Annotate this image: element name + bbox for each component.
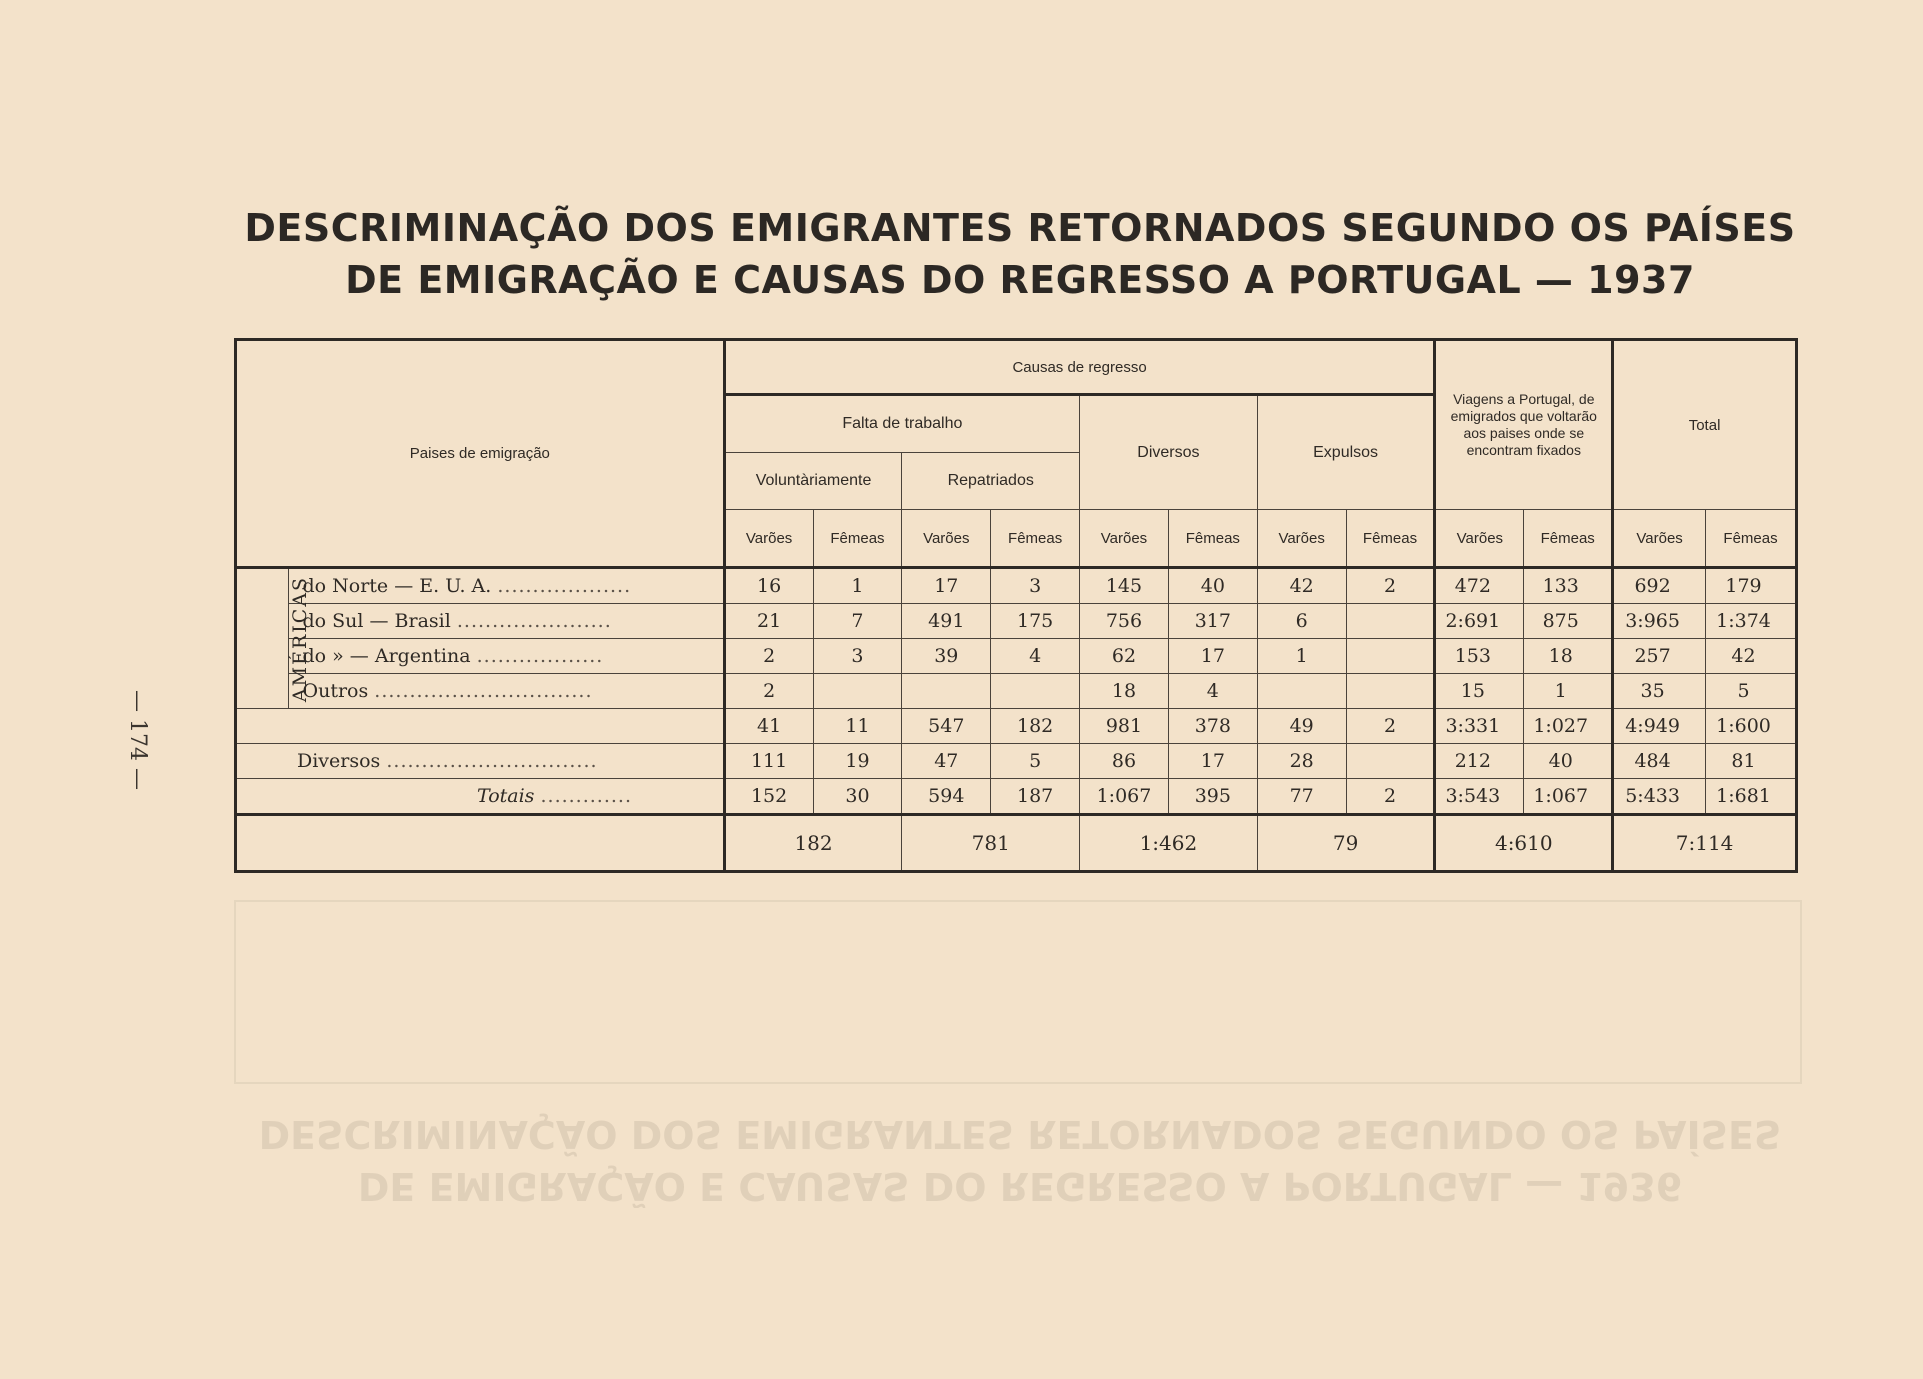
table-cell: 395 <box>1168 779 1257 815</box>
table-cell: 317 <box>1168 604 1257 639</box>
header-causas: Causas de regresso <box>724 340 1435 395</box>
table-cell: 547 <box>902 709 991 744</box>
header-expulsos: Expulsos <box>1257 395 1435 510</box>
table-cell: 2 <box>1346 568 1435 604</box>
table-cell: 3 <box>991 568 1080 604</box>
ghost-line-2: DESCRIMINAÇÃO DOS EMIGRANTES RETORNADOS SEGUNDO OS PAÍSES <box>258 1112 1782 1156</box>
table-cell: 7 <box>813 604 902 639</box>
table-cell: 81 <box>1706 744 1797 779</box>
header-femeas: Fêmeas <box>1524 510 1613 568</box>
table-cell: 18 <box>1080 674 1169 709</box>
table-row <box>236 568 1797 604</box>
table-cell: 3:543 <box>1435 779 1524 815</box>
table-cell: 49 <box>1257 709 1346 744</box>
table-cell: 1:681 <box>1706 779 1797 815</box>
table-row <box>236 604 1797 639</box>
header-voluntariamente: Voluntàriamente <box>724 453 902 510</box>
table-cell: 77 <box>1257 779 1346 815</box>
table-cell: 15 <box>1435 674 1524 709</box>
table-cell: 1 <box>1257 639 1346 674</box>
header-paises: Paises de emigração <box>236 340 725 568</box>
table-cell: 17 <box>1168 639 1257 674</box>
table-cell: 145 <box>1080 568 1169 604</box>
header-varoes: Varões <box>1080 510 1169 568</box>
header-femeas: Fêmeas <box>813 510 902 568</box>
table-cell: 378 <box>1168 709 1257 744</box>
table-cell: 187 <box>991 779 1080 815</box>
table-cell: 2 <box>724 674 813 709</box>
table-cell: 1:600 <box>1706 709 1797 744</box>
table-cell: 981 <box>1080 709 1169 744</box>
header-femeas: Fêmeas <box>1168 510 1257 568</box>
table-cell: 3:331 <box>1435 709 1524 744</box>
table-cell: 133 <box>1524 568 1613 604</box>
ghost-line-1: DE EMIGRAÇÃO E CAUSAS DO REGRESSO A PORTUGAL — 1936 <box>357 1164 1683 1208</box>
table-cell: 5:433 <box>1613 779 1706 815</box>
table-cell: 19 <box>813 744 902 779</box>
table-cell: 35 <box>1613 674 1706 709</box>
table-cell: 2 <box>1346 779 1435 815</box>
table-cell: 62 <box>1080 639 1169 674</box>
table-cell: 41 <box>724 709 813 744</box>
table-cell: 2 <box>724 639 813 674</box>
table-cell: 17 <box>1168 744 1257 779</box>
table-cell: 39 <box>902 639 991 674</box>
table-cell: 86 <box>1080 744 1169 779</box>
grand-total-cell: 1:462 <box>1080 815 1258 872</box>
bleed-through-text <box>230 1108 1810 1212</box>
table-cell: 111 <box>724 744 813 779</box>
header-varoes: Varões <box>1435 510 1524 568</box>
table-cell: 692 <box>1613 568 1706 604</box>
table-cell: 472 <box>1435 568 1524 604</box>
totais-row <box>236 779 1797 815</box>
group-label-americas: AMÉRICAS <box>236 568 289 709</box>
row-label: do » — Argentina .................. <box>288 639 724 674</box>
table-cell: 42 <box>1706 639 1797 674</box>
header-viagens: Viagens a Portugal, de emigrados que voltarão aos paises onde se encontram fixados <box>1435 340 1613 510</box>
table-cell: 2:691 <box>1435 604 1524 639</box>
table-cell <box>1346 639 1435 674</box>
table-cell <box>991 674 1080 709</box>
table-cell: 21 <box>724 604 813 639</box>
table-cell: 3 <box>813 639 902 674</box>
table-cell: 175 <box>991 604 1080 639</box>
table-cell: 47 <box>902 744 991 779</box>
table-cell <box>1346 604 1435 639</box>
row-label: Diversos .............................. <box>236 744 725 779</box>
table-cell: 152 <box>724 779 813 815</box>
table-cell: 257 <box>1613 639 1706 674</box>
subtotal-row <box>236 709 1797 744</box>
table-cell: 30 <box>813 779 902 815</box>
table-cell: 18 <box>1524 639 1613 674</box>
table-cell: 1:067 <box>1080 779 1169 815</box>
table-row <box>236 674 1797 709</box>
table-cell: 594 <box>902 779 991 815</box>
table-cell: 756 <box>1080 604 1169 639</box>
header-varoes: Varões <box>902 510 991 568</box>
header-femeas: Fêmeas <box>991 510 1080 568</box>
table-cell: 16 <box>724 568 813 604</box>
table-cell: 484 <box>1613 744 1706 779</box>
table-cell: 4:949 <box>1613 709 1706 744</box>
document-title <box>230 202 1810 306</box>
table-cell: 491 <box>902 604 991 639</box>
table-cell <box>902 674 991 709</box>
table-cell: 6 <box>1257 604 1346 639</box>
table-cell: 3:965 <box>1613 604 1706 639</box>
table-row <box>236 639 1797 674</box>
title-line-1: DESCRIMINAÇÃO DOS EMIGRANTES RETORNADOS SEGUNDO OS PAÍSES <box>244 206 1796 250</box>
header-total: Total <box>1613 340 1797 510</box>
header-diversos: Diversos <box>1080 395 1258 510</box>
header-falta-trabalho: Falta de trabalho <box>724 395 1079 453</box>
table-cell: 182 <box>991 709 1080 744</box>
bleed-through-box <box>234 900 1802 1084</box>
table-cell <box>1257 674 1346 709</box>
table-cell: 28 <box>1257 744 1346 779</box>
subtotal-label <box>236 709 725 744</box>
emigration-table <box>234 338 1798 873</box>
table-cell: 1:067 <box>1524 779 1613 815</box>
table-cell: 179 <box>1706 568 1797 604</box>
grand-total-row <box>236 815 1797 872</box>
table-cell: 1 <box>813 568 902 604</box>
header-femeas: Fêmeas <box>1346 510 1435 568</box>
table-cell: 17 <box>902 568 991 604</box>
table-cell <box>1346 674 1435 709</box>
header-varoes: Varões <box>1613 510 1706 568</box>
table-cell <box>813 674 902 709</box>
header-femeas: Fêmeas <box>1706 510 1797 568</box>
grand-total-cell: 4:610 <box>1435 815 1613 872</box>
grand-total-cell: 182 <box>724 815 902 872</box>
table-cell: 40 <box>1168 568 1257 604</box>
title-line-2: DE EMIGRAÇÃO E CAUSAS DO REGRESSO A PORTUGAL — 1937 <box>345 258 1695 302</box>
table-cell: 5 <box>991 744 1080 779</box>
row-label: Totais ............. <box>236 779 725 815</box>
table-cell: 42 <box>1257 568 1346 604</box>
header-varoes: Varões <box>1257 510 1346 568</box>
page-number: — 174 — <box>125 690 150 790</box>
table-cell: 4 <box>991 639 1080 674</box>
grand-total-cell: 7:114 <box>1613 815 1797 872</box>
table-cell: 153 <box>1435 639 1524 674</box>
table-cell: 2 <box>1346 709 1435 744</box>
table-cell: 4 <box>1168 674 1257 709</box>
row-label: do Sul — Brasil ...................... <box>288 604 724 639</box>
table-cell: 875 <box>1524 604 1613 639</box>
header-repatriados: Repatriados <box>902 453 1080 510</box>
row-label: do Norte — E. U. A. ................... <box>288 568 724 604</box>
table-cell: 212 <box>1435 744 1524 779</box>
row-label: Outros ............................... <box>288 674 724 709</box>
table-cell: 5 <box>1706 674 1797 709</box>
table-cell: 40 <box>1524 744 1613 779</box>
table-cell <box>1346 744 1435 779</box>
table-cell: 1 <box>1524 674 1613 709</box>
table-cell: 11 <box>813 709 902 744</box>
grand-total-cell: 79 <box>1257 815 1435 872</box>
header-varoes: Varões <box>724 510 813 568</box>
diversos-row <box>236 744 1797 779</box>
table-cell: 1:027 <box>1524 709 1613 744</box>
table-cell: 1:374 <box>1706 604 1797 639</box>
grand-total-label <box>236 815 725 872</box>
grand-total-cell: 781 <box>902 815 1080 872</box>
